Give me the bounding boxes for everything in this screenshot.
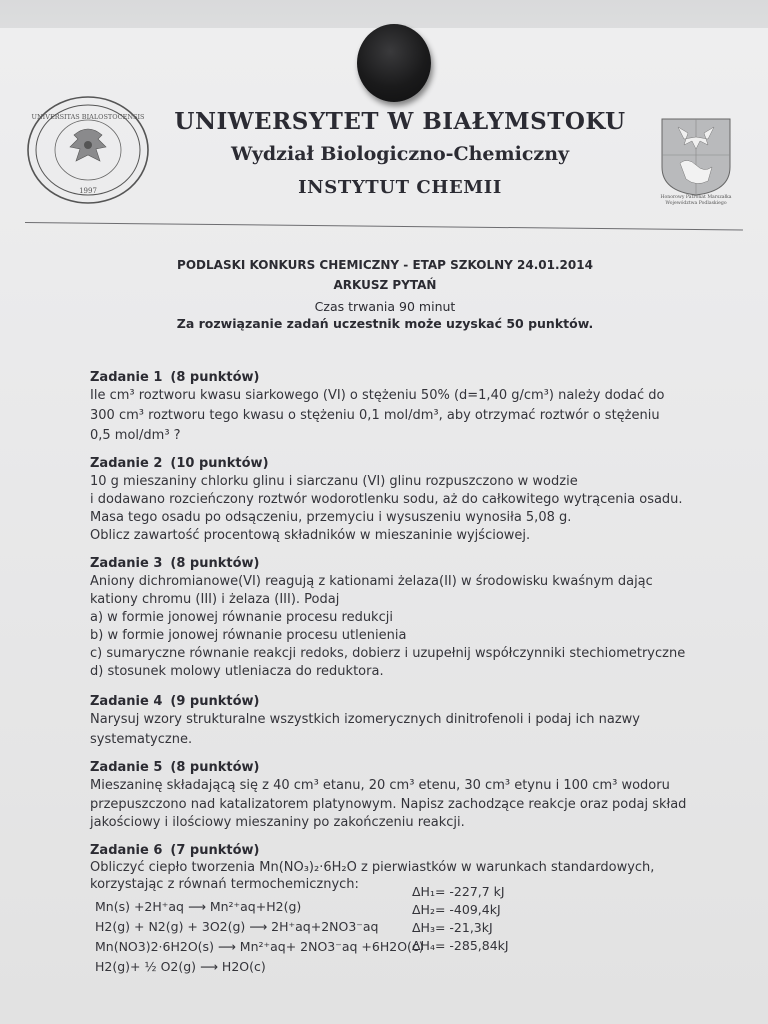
task-1-line-3: 0,5 mol/dm³ ? [90, 428, 181, 443]
equation-4: H2(g)+ ½ O2(g) ⟶ H2O(c) [95, 959, 266, 974]
task-4-title [90, 694, 259, 709]
task-points: (7 punktów) [170, 843, 260, 858]
task-3-line-4: b) w formie jonowej równanie procesu utlenienia [90, 628, 407, 643]
equation-1: Mn(s) +2H⁺aq ⟶ Mn²⁺aq+H2(g) [95, 899, 302, 914]
seal-text: UNIVERSITAS BIALOSTOCENSIS [31, 113, 145, 121]
university-name: UNIWERSYTET W BIAŁYMSTOKU [174, 108, 626, 135]
task-4-line-1: Narysuj wzory strukturalne wszystkich izomerycznych dinitrofenoli i podaj ich nazwy [90, 712, 640, 727]
task-4-line-2: systematyczne. [90, 732, 193, 747]
task-6-line-1: Obliczyć ciepło tworzenia Mn(NO₃)₂·6H₂O z pierwiastków w warunkach standardowych, [90, 860, 655, 875]
task-name: Zadanie 1 [90, 370, 163, 385]
task-name: Zadanie 6 [90, 843, 163, 858]
task-2-line-1: 10 g mieszaniny chlorku glinu i siarczanu (VI) glinu rozpuszczono w wodzie [90, 474, 578, 489]
equation-3: Mn(NO3)2·6H2O(s) ⟶ Mn²⁺aq+ 2NO3⁻aq +6H2O(c) [95, 939, 424, 954]
task-6-title [90, 843, 259, 858]
task-3-title [90, 556, 259, 571]
task-2-line-3: Masa tego osadu po odsączeniu, przemyciu i wysuszeniu wynosiła 5,08 g. [90, 510, 572, 525]
equation-2: H2(g) + N2(g) + 3O2(g) ⟶ 2H⁺aq+2NO3⁻aq [95, 919, 379, 934]
task-5-line-3: jakościowy i ilościowy mieszaniny po zakończeniu reakcji. [90, 815, 465, 830]
task-points: (8 punktów) [170, 760, 260, 775]
task-2-line-4: Oblicz zawartość procentową składników w mieszaninie wyjściowej. [90, 528, 531, 543]
task-points: (10 punktów) [170, 456, 269, 471]
crest-caption: Honorowy Patronat Marszałka Województwa Podlaskiego [660, 195, 732, 206]
task-3-line-2: kationy chromu (III) i żelaza (III). Podaj [90, 592, 340, 607]
competition-title: PODLASKI KONKURS CHEMICZNY - ETAP SZKOLNY 24.01.2014 [177, 258, 593, 272]
institute-name: INSTYTUT CHEMII [298, 177, 502, 198]
task-5-line-1: Mieszaninę składającą się z 40 cm³ etanu, 20 cm³ etenu, 30 cm³ etynu i 100 cm³ wodoru [90, 778, 670, 793]
task-2-line-2: i dodawano rozcieńczony roztwór wodorotlenku sodu, aż do całkowitego wytrącenia osadu. [90, 492, 683, 507]
task-name: Zadanie 5 [90, 760, 163, 775]
enthalpy-1: ΔH₁= -227,7 kJ [412, 884, 505, 899]
task-2-title [90, 456, 269, 471]
task-1-line-1: Ile cm³ roztworu kwasu siarkowego (VI) o stężeniu 50% (d=1,40 g/cm³) należy dodać do [90, 388, 665, 403]
enthalpy-2: ΔH₂= -409,4kJ [412, 902, 501, 917]
task-1-title [90, 370, 259, 385]
seal-year: 1997 [79, 187, 97, 195]
task-points: (8 punktów) [170, 370, 260, 385]
task-name: Zadanie 3 [90, 556, 163, 571]
duration: Czas trwania 90 minut [314, 299, 456, 314]
task-5-line-2: przepuszczono nad katalizatorem platynowym. Napisz zachodzące reakcje oraz podaj skład [90, 797, 687, 812]
board-magnet [357, 24, 431, 102]
sheet-title: ARKUSZ PYTAŃ [333, 278, 437, 292]
enthalpy-3: ΔH₃= -21,3kJ [412, 920, 493, 935]
task-points: (9 punktów) [170, 694, 260, 709]
task-3-line-3: a) w formie jonowej równanie procesu redukcji [90, 610, 393, 625]
task-6-line-2: korzystając z równań termochemicznych: [90, 877, 359, 892]
faculty-name: Wydział Biologiczno-Chemiczny [230, 143, 570, 165]
task-3-line-1: Aniony dichromianowe(VI) reagują z kationami żelaza(II) w środowisku kwaśnym dając [90, 574, 653, 589]
university-seal-icon [26, 95, 150, 205]
enthalpy-4: ΔH₄= -285,84kJ [412, 938, 509, 953]
max-points: Za rozwiązanie zadań uczestnik może uzyskać 50 punktów. [176, 316, 594, 331]
task-3-line-5: c) sumaryczne równanie reakcji redoks, dobierz i uzupełnij współczynniki stechiometryczne [90, 646, 686, 661]
task-3-line-6: d) stosunek molowy utleniacza do reduktora. [90, 664, 384, 679]
task-name: Zadanie 4 [90, 694, 163, 709]
task-name: Zadanie 2 [90, 456, 163, 471]
task-5-title [90, 760, 259, 775]
task-1-line-2: 300 cm³ roztworu tego kwasu o stężeniu 0,1 mol/dm³, aby otrzymać roztwór o stężeniu [90, 408, 660, 423]
task-points: (8 punktów) [170, 556, 260, 571]
